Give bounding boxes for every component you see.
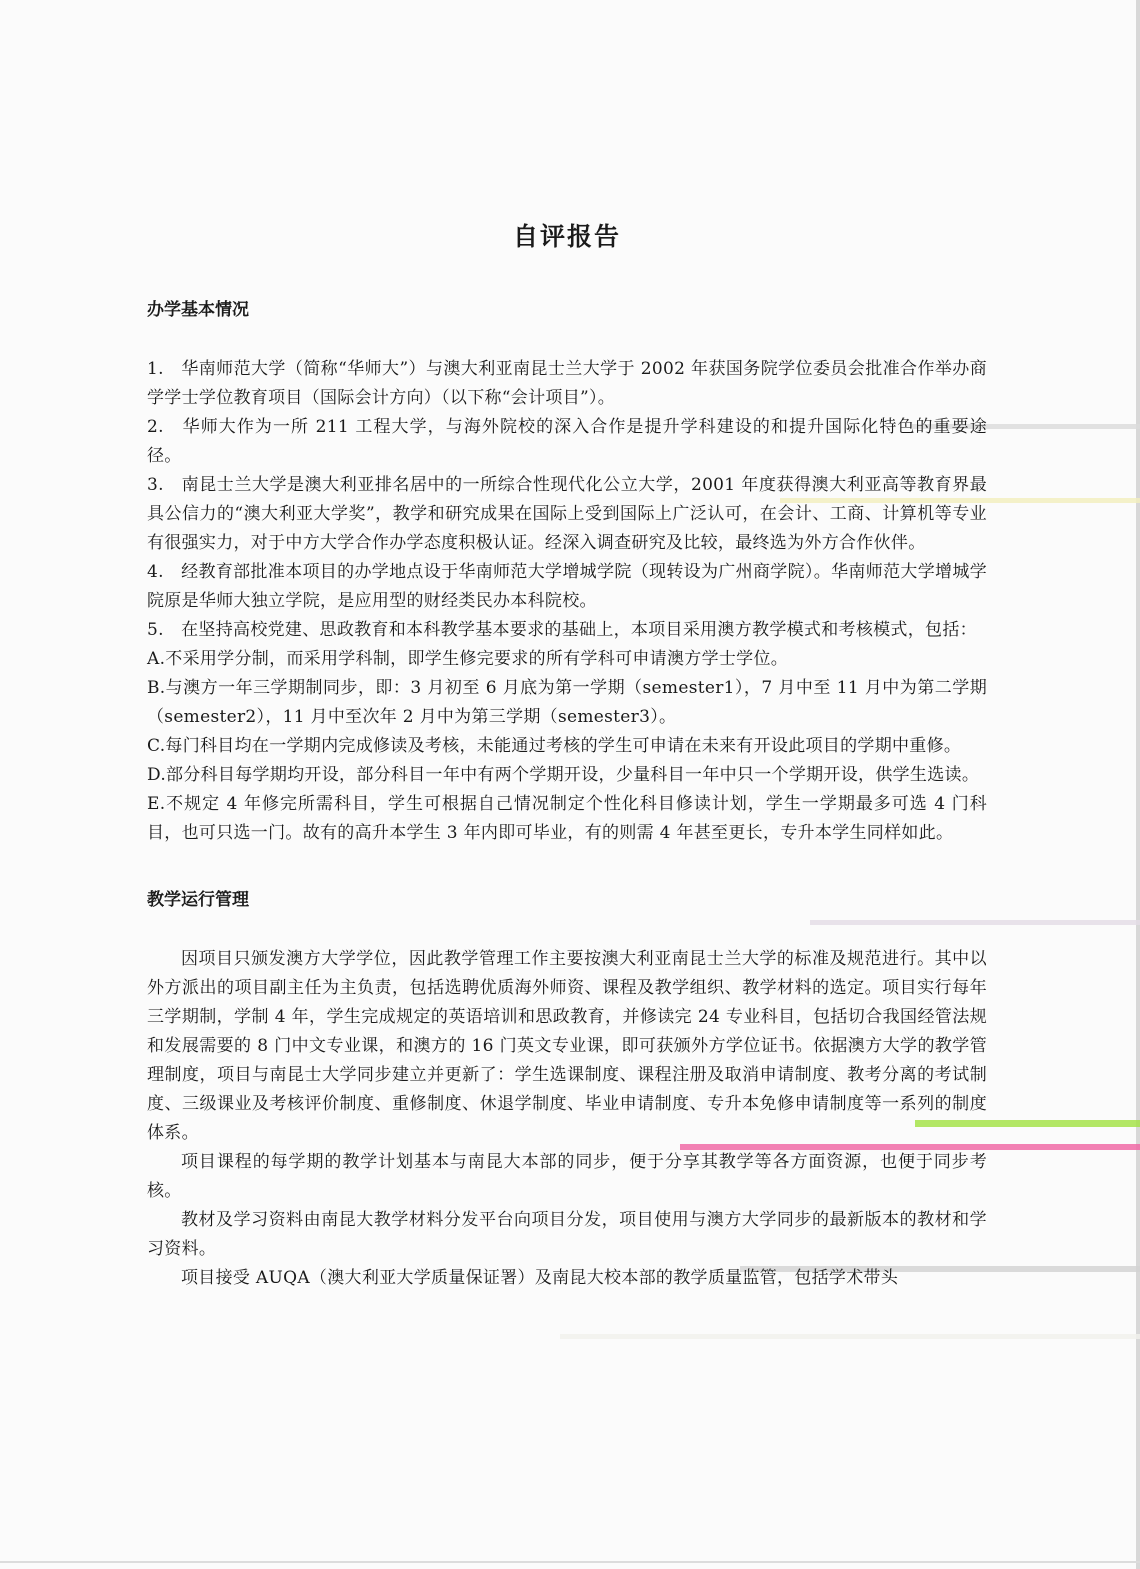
paragraph: 项目课程的每学期的教学计划基本与南昆大本部的同步，便于分享其教学等各方面资源，也便于同步考核。 — [147, 1152, 987, 1201]
paragraph-item-c: C.每门科目均在一学期内完成修读及考核，未能通过考核的学生可申请在未来有开设此项目的学期中重修。 — [147, 736, 962, 756]
paragraph-item-b: B.与澳方一年三学期制同步，即：3 月初至 6 月底为第一学期（semester1），7 月中至 11 月中为第二学期（semester2），11 月中至次年 2 月中为第三学期（semester3）。 — [147, 678, 987, 727]
section-heading: 办学基本情况 — [147, 300, 249, 320]
document-body — [147, 220, 987, 1293]
paragraph-item-4: 4. 经教育部批准本项目的办学地点设于华南师范大学增城学院（现转设为广州商学院）。华南师范大学增城学院原是华师大独立学院，是应用型的财经类民办本科院校。 — [147, 562, 987, 611]
section-teaching-management — [147, 886, 987, 1293]
paragraph: 因项目只颁发澳方大学学位，因此教学管理工作主要按澳大利亚南昆士兰大学的标准及规范进行。其中以外方派出的项目副主任为主负责，包括选聘优质海外师资、课程及教学组织、教学材料的选定。项目实行每年三学期制，学制 4 年，学生完成规定的英语培训和思政教育，并修读完 24 专业科目，包括切合我国经管法规和发展需要的 8 门中文专业课，和澳方的 16 门英文专业课，即可获颁外方学位证书。依据澳方大学的教学管理制度，项目与南昆士大学同步建立并更新了：学生选课制度、课程注册及取消申请制度、教考分离的考试制度、三级课业及考核评价制度、重修制度、休退学制度、毕业申请制度、专升本免修申请制度等一系列的制度体系。 — [147, 949, 987, 1143]
paragraph: 项目接受 AUQA（澳大利亚大学质量保证署）及南昆大校本部的教学质量监管，包括学术带头 — [181, 1268, 899, 1288]
paragraph-item-2: 2. 华师大作为一所 211 工程大学，与海外院校的深入合作是提升学科建设的和提升国际化特色的重要途径。 — [147, 417, 987, 466]
paragraph-item-d: D.部分科目每学期均开设，部分科目一年中有两个学期开设，少量科目一年中只一个学期开设，供学生选读。 — [147, 765, 980, 785]
section-basic-info — [147, 296, 987, 848]
document-title: 自评报告 — [512, 222, 621, 251]
section-heading: 教学运行管理 — [147, 890, 249, 910]
page-bottom-edge — [0, 1561, 1140, 1563]
paragraph-item-3: 3. 南昆士兰大学是澳大利亚排名居中的一所综合性现代化公立大学，2001 年度获得澳大利亚高等教育界最具公信力的“澳大利亚大学奖”，教学和研究成果在国际上受到国际上广泛认可，在会计、工商、计算机等专业有很强实力，对于中方大学合作办学态度积极认证。经深入调查研究及比较，最终选为外方合作伙伴。 — [147, 475, 987, 553]
paragraph-item-a: A.不采用学分制，而采用学科制，即学生修完要求的所有学科可申请澳方学士学位。 — [147, 649, 789, 669]
paragraph-item-1: 1. 华南师范大学（简称“华师大”）与澳大利亚南昆士兰大学于 2002 年获国务院学位委员会批准合作举办商学学士学位教育项目（国际会计方向）（以下称“会计项目”）。 — [147, 359, 987, 408]
paragraph-item-e: E.不规定 4 年修完所需科目，学生可根据自己情况制定个性化科目修读计划，学生一学期最多可选 4 门科目，也可只选一门。故有的高升本学生 3 年内即可毕业，有的则需 4 年甚至更长，专升本学生同样如此。 — [147, 794, 987, 843]
paragraph-item-5: 5. 在坚持高校党建、思政教育和本科教学基本要求的基础上，本项目采用澳方教学模式和考核模式，包括： — [147, 620, 977, 640]
paragraph: 教材及学习资料由南昆大教学材料分发平台向项目分发，项目使用与澳方大学同步的最新版本的教材和学习资料。 — [147, 1210, 987, 1259]
scan-artifact-line — [560, 1334, 1140, 1339]
